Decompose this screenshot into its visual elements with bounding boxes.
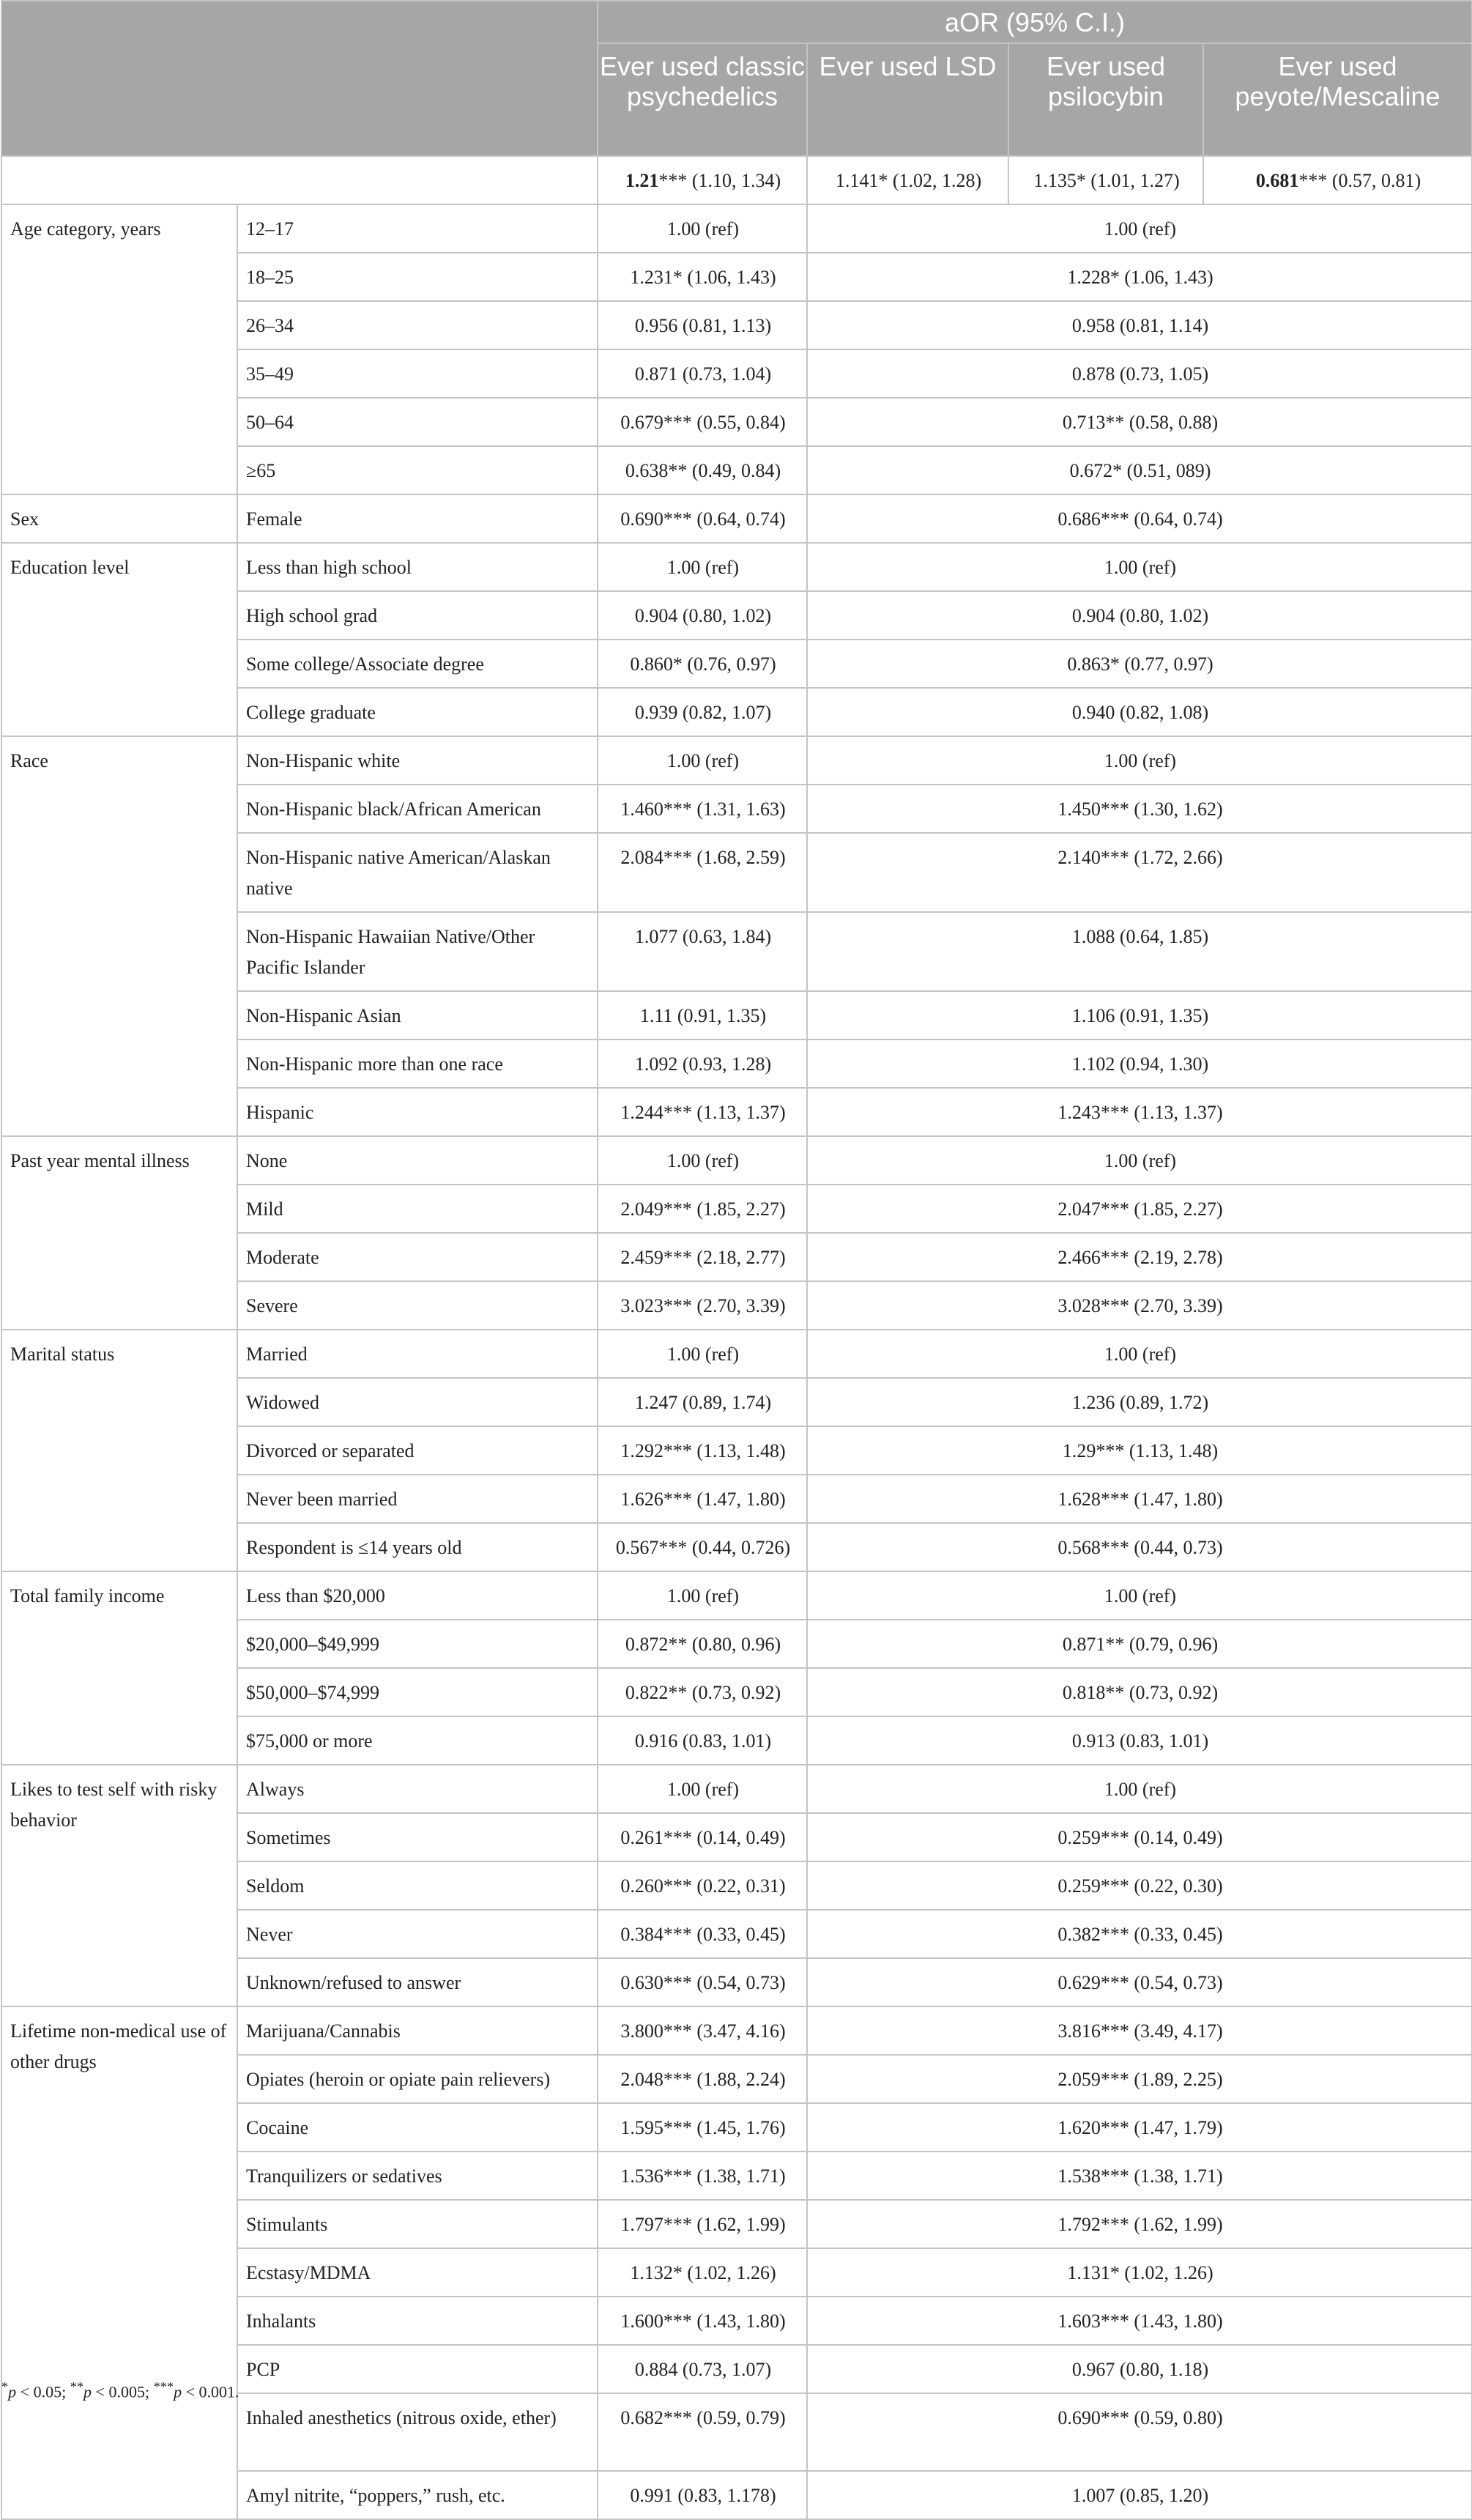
row-label-cell: Ecstasy/MDMA [237,2248,598,2297]
value-combined: 2.059*** (1.89, 2.25) [807,2055,1472,2103]
overall-value-rest: *** (0.57, 0.81) [1298,170,1421,191]
value-combined: 0.629*** (0.54, 0.73) [807,1958,1472,2006]
row-label-cell: College graduate [237,688,598,736]
value-combined: 1.236 (0.89, 1.72) [807,1378,1472,1426]
value-combined: 0.818** (0.73, 0.92) [807,1668,1472,1716]
value-classic-psychedelics: 1.00 (ref) [598,204,807,253]
value-combined: 2.140*** (1.72, 2.66) [807,833,1472,912]
value-combined: 0.713** (0.58, 0.88) [807,398,1472,446]
value-classic-psychedelics: 0.884 (0.73, 1.07) [598,2345,807,2393]
row-label-cell: Non-Hispanic black/African American [237,785,598,833]
value-classic-psychedelics: 1.00 (ref) [598,736,807,785]
group-label-cell: Likes to test self with risky behavior [1,1765,237,2006]
overall-value-bold: 0.681 [1255,170,1299,191]
value-classic-psychedelics: 0.872** (0.80, 0.96) [598,1620,807,1668]
value-classic-psychedelics: 0.916 (0.83, 1.01) [598,1716,807,1765]
row-label-cell: Inhalants [237,2297,598,2345]
footnote-mark: ** [70,2379,84,2394]
group-label-cell: Sex [1,494,237,543]
row-label-cell: 26–34 [237,301,598,349]
value-combined: 1.243*** (1.13, 1.37) [807,1088,1472,1136]
value-classic-psychedelics: 2.084*** (1.68, 2.59) [598,833,807,912]
value-combined: 1.00 (ref) [807,736,1472,785]
overall-row-blank-cell [1,156,598,204]
value-combined: 1.00 (ref) [807,204,1472,253]
row-label-cell: Non-Hispanic Hawaiian Native/Other Pacific Islander [237,912,598,991]
table-row [1,736,1472,785]
value-classic-psychedelics: 1.536*** (1.38, 1.71) [598,2152,807,2200]
value-classic-psychedelics: 1.247 (0.89, 1.74) [598,1378,807,1426]
value-classic-psychedelics: 0.904 (0.80, 1.02) [598,591,807,640]
footnote-threshold: < 0.05; [16,2382,70,2401]
row-label-cell: Less than high school [237,543,598,591]
value-classic-psychedelics: 0.871 (0.73, 1.04) [598,349,807,398]
value-classic-psychedelics: 1.00 (ref) [598,1136,807,1185]
value-combined: 0.686*** (0.64, 0.74) [807,494,1472,543]
value-classic-psychedelics: 0.956 (0.81, 1.13) [598,301,807,349]
column-header-lsd: Ever used LSD [807,43,1008,156]
value-classic-psychedelics: 0.690*** (0.64, 0.74) [598,494,807,543]
table-row [1,204,1472,253]
value-combined: 1.228* (1.06, 1.43) [807,253,1472,301]
overall-aor-row [1,156,1472,204]
value-classic-psychedelics: 3.023*** (2.70, 3.39) [598,1281,807,1330]
value-combined: 3.816*** (3.49, 4.17) [807,2006,1472,2055]
table-header [1,1,1472,156]
value-combined: 3.028*** (2.70, 3.39) [807,1281,1472,1330]
group-label-cell: Past year mental illness [1,1136,237,1330]
row-label-cell: Less than $20,000 [237,1571,598,1620]
value-combined: 0.913 (0.83, 1.01) [807,1716,1472,1765]
row-label-cell: ≥65 [237,446,598,494]
row-label-cell: Widowed [237,1378,598,1426]
row-label-cell: Inhaled anesthetics (nitrous oxide, ether) [237,2393,598,2471]
value-combined: 0.878 (0.73, 1.05) [807,349,1472,398]
value-classic-psychedelics: 1.11 (0.91, 1.35) [598,991,807,1040]
group-label-cell: Total family income [1,1571,237,1765]
value-combined: 0.958 (0.81, 1.14) [807,301,1472,349]
footnote-mark: *** [153,2379,174,2394]
group-label-cell: Lifetime non-medical use of other drugs [1,2006,237,2519]
row-label-cell: Severe [237,1281,598,1330]
value-classic-psychedelics: 1.00 (ref) [598,543,807,591]
aor-table [1,0,1472,2520]
value-combined: 2.466*** (2.19, 2.78) [807,1233,1472,1281]
value-combined: 1.106 (0.91, 1.35) [807,991,1472,1040]
footnote-p: p [174,2382,182,2401]
row-label-cell: Tranquilizers or sedatives [237,2152,598,2200]
value-combined: 1.102 (0.94, 1.30) [807,1040,1472,1088]
footnote-p: p [8,2382,17,2401]
value-combined: 1.00 (ref) [807,1571,1472,1620]
row-label-cell: Non-Hispanic native American/Alaskan native [237,833,598,912]
value-classic-psychedelics: 1.00 (ref) [598,1571,807,1620]
value-combined: 0.871** (0.79, 0.96) [807,1620,1472,1668]
value-classic-psychedelics: 0.567*** (0.44, 0.726) [598,1523,807,1571]
value-combined: 1.088 (0.64, 1.85) [807,912,1472,991]
value-combined: 1.620*** (1.47, 1.79) [807,2103,1472,2152]
overall-value-rest: 1.135* (1.01, 1.27) [1033,170,1180,191]
value-combined: 0.967 (0.80, 1.18) [807,2345,1472,2393]
overall-value-bold: 1.21 [625,170,659,191]
row-label-cell: Non-Hispanic Asian [237,991,598,1040]
value-combined: 0.672* (0.51, 089) [807,446,1472,494]
value-classic-psychedelics: 1.460*** (1.31, 1.63) [598,785,807,833]
value-combined: 1.131* (1.02, 1.26) [807,2248,1472,2297]
footnote-mark: * [1,2379,9,2394]
table-row [1,1765,1472,1813]
value-classic-psychedelics: 0.991 (0.83, 1.178) [598,2471,807,2519]
row-label-cell: $20,000–$49,999 [237,1620,598,1668]
table-row [1,1136,1472,1185]
value-combined: 0.259*** (0.22, 0.30) [807,1861,1472,1910]
row-label-cell: Female [237,494,598,543]
row-label-cell: Cocaine [237,2103,598,2152]
value-combined: 0.904 (0.80, 1.02) [807,591,1472,640]
value-combined: 0.259*** (0.14, 0.49) [807,1813,1472,1861]
value-combined: 0.382*** (0.33, 0.45) [807,1910,1472,1958]
value-classic-psychedelics: 0.860* (0.76, 0.97) [598,640,807,688]
value-classic-psychedelics: 0.638** (0.49, 0.84) [598,446,807,494]
row-label-cell: Non-Hispanic white [237,736,598,785]
row-label-cell: Unknown/refused to answer [237,1958,598,2006]
significance-footnote [1,2379,239,2401]
row-label-cell: 50–64 [237,398,598,446]
value-classic-psychedelics: 1.092 (0.93, 1.28) [598,1040,807,1088]
group-label-cell: Race [1,736,237,1136]
value-classic-psychedelics: 1.077 (0.63, 1.84) [598,912,807,991]
header-blank-cell [1,1,598,156]
value-combined: 1.628*** (1.47, 1.80) [807,1475,1472,1523]
value-classic-psychedelics: 1.00 (ref) [598,1765,807,1813]
row-label-cell: 12–17 [237,204,598,253]
value-combined: 1.00 (ref) [807,1765,1472,1813]
row-label-cell: Divorced or separated [237,1426,598,1475]
value-combined: 1.00 (ref) [807,1136,1472,1185]
value-combined: 0.690*** (0.59, 0.80) [807,2393,1472,2471]
row-label-cell: Opiates (heroin or opiate pain relievers) [237,2055,598,2103]
group-label-cell: Education level [1,543,237,736]
table-row [1,543,1472,591]
value-combined: 0.863* (0.77, 0.97) [807,640,1472,688]
value-combined: 1.007 (0.85, 1.20) [807,2471,1472,2519]
row-label-cell: 35–49 [237,349,598,398]
table-row [1,2006,1472,2055]
footnote-threshold: < 0.001. [182,2382,239,2401]
overall-value-lsd [807,156,1008,204]
group-label-cell: Marital status [1,1330,237,1571]
row-label-cell: Never [237,1910,598,1958]
value-classic-psychedelics: 1.626*** (1.47, 1.80) [598,1475,807,1523]
row-label-cell: $75,000 or more [237,1716,598,1765]
overall-value-peyote [1203,156,1472,204]
value-classic-psychedelics: 0.261*** (0.14, 0.49) [598,1813,807,1861]
overall-value-psilocybin [1008,156,1203,204]
value-classic-psychedelics: 2.048*** (1.88, 2.24) [598,2055,807,2103]
value-classic-psychedelics: 1.797*** (1.62, 1.99) [598,2200,807,2248]
overall-value-rest: *** (1.10, 1.34) [658,170,781,191]
row-label-cell: Hispanic [237,1088,598,1136]
value-combined: 1.00 (ref) [807,1330,1472,1378]
footnote-threshold: < 0.005; [92,2382,154,2401]
value-combined: 1.00 (ref) [807,543,1472,591]
column-header-classic-psychedelics: Ever used classic psychedelics [598,43,807,156]
column-header-psilocybin: Ever used psilocybin [1008,43,1203,156]
row-label-cell: $50,000–$74,999 [237,1668,598,1716]
row-label-cell: Moderate [237,1233,598,1281]
value-combined: 1.450*** (1.30, 1.62) [807,785,1472,833]
overall-value-classic [598,156,807,204]
row-label-cell: Respondent is ≤14 years old [237,1523,598,1571]
table-row [1,494,1472,543]
value-combined: 0.940 (0.82, 1.08) [807,688,1472,736]
value-classic-psychedelics: 0.682*** (0.59, 0.79) [598,2393,807,2471]
row-label-cell: Some college/Associate degree [237,640,598,688]
table-row [1,1330,1472,1378]
row-label-cell: Amyl nitrite, “poppers,” rush, etc. [237,2471,598,2519]
row-label-cell: PCP [237,2345,598,2393]
column-header-peyote-mescaline: Ever used peyote/Mescaline [1203,43,1472,156]
value-classic-psychedelics: 1.595*** (1.45, 1.76) [598,2103,807,2152]
value-classic-psychedelics: 0.822** (0.73, 0.92) [598,1668,807,1716]
header-group-label: aOR (95% C.I.) [598,1,1472,43]
row-label-cell: Non-Hispanic more than one race [237,1040,598,1088]
value-classic-psychedelics: 0.679*** (0.55, 0.84) [598,398,807,446]
value-combined: 1.538*** (1.38, 1.71) [807,2152,1472,2200]
overall-value-rest: 1.141* (1.02, 1.28) [835,170,982,191]
value-combined: 2.047*** (1.85, 2.27) [807,1185,1472,1233]
value-classic-psychedelics: 1.00 (ref) [598,1330,807,1378]
group-label-cell: Age category, years [1,204,237,494]
table-row [1,1571,1472,1620]
row-label-cell: Never been married [237,1475,598,1523]
value-combined: 0.568*** (0.44, 0.73) [807,1523,1472,1571]
value-classic-psychedelics: 2.459*** (2.18, 2.77) [598,1233,807,1281]
value-classic-psychedelics: 0.384*** (0.33, 0.45) [598,1910,807,1958]
value-classic-psychedelics: 1.132* (1.02, 1.26) [598,2248,807,2297]
table-body [1,156,1472,2519]
row-label-cell: Seldom [237,1861,598,1910]
value-combined: 1.29*** (1.13, 1.48) [807,1426,1472,1475]
row-label-cell: Stimulants [237,2200,598,2248]
value-classic-psychedelics: 1.292*** (1.13, 1.48) [598,1426,807,1475]
value-classic-psychedelics: 0.630*** (0.54, 0.73) [598,1958,807,2006]
value-classic-psychedelics: 1.231* (1.06, 1.43) [598,253,807,301]
row-label-cell: Always [237,1765,598,1813]
value-combined: 1.603*** (1.43, 1.80) [807,2297,1472,2345]
value-classic-psychedelics: 2.049*** (1.85, 2.27) [598,1185,807,1233]
value-combined: 1.792*** (1.62, 1.99) [807,2200,1472,2248]
value-classic-psychedelics: 1.244*** (1.13, 1.37) [598,1088,807,1136]
value-classic-psychedelics: 0.260*** (0.22, 0.31) [598,1861,807,1910]
row-label-cell: 18–25 [237,253,598,301]
row-label-cell: Sometimes [237,1813,598,1861]
row-label-cell: None [237,1136,598,1185]
row-label-cell: Married [237,1330,598,1378]
value-classic-psychedelics: 0.939 (0.82, 1.07) [598,688,807,736]
row-label-cell: High school grad [237,591,598,640]
row-label-cell: Marijuana/Cannabis [237,2006,598,2055]
footnote-p: p [83,2382,92,2401]
value-classic-psychedelics: 3.800*** (3.47, 4.16) [598,2006,807,2055]
value-classic-psychedelics: 1.600*** (1.43, 1.80) [598,2297,807,2345]
row-label-cell: Mild [237,1185,598,1233]
